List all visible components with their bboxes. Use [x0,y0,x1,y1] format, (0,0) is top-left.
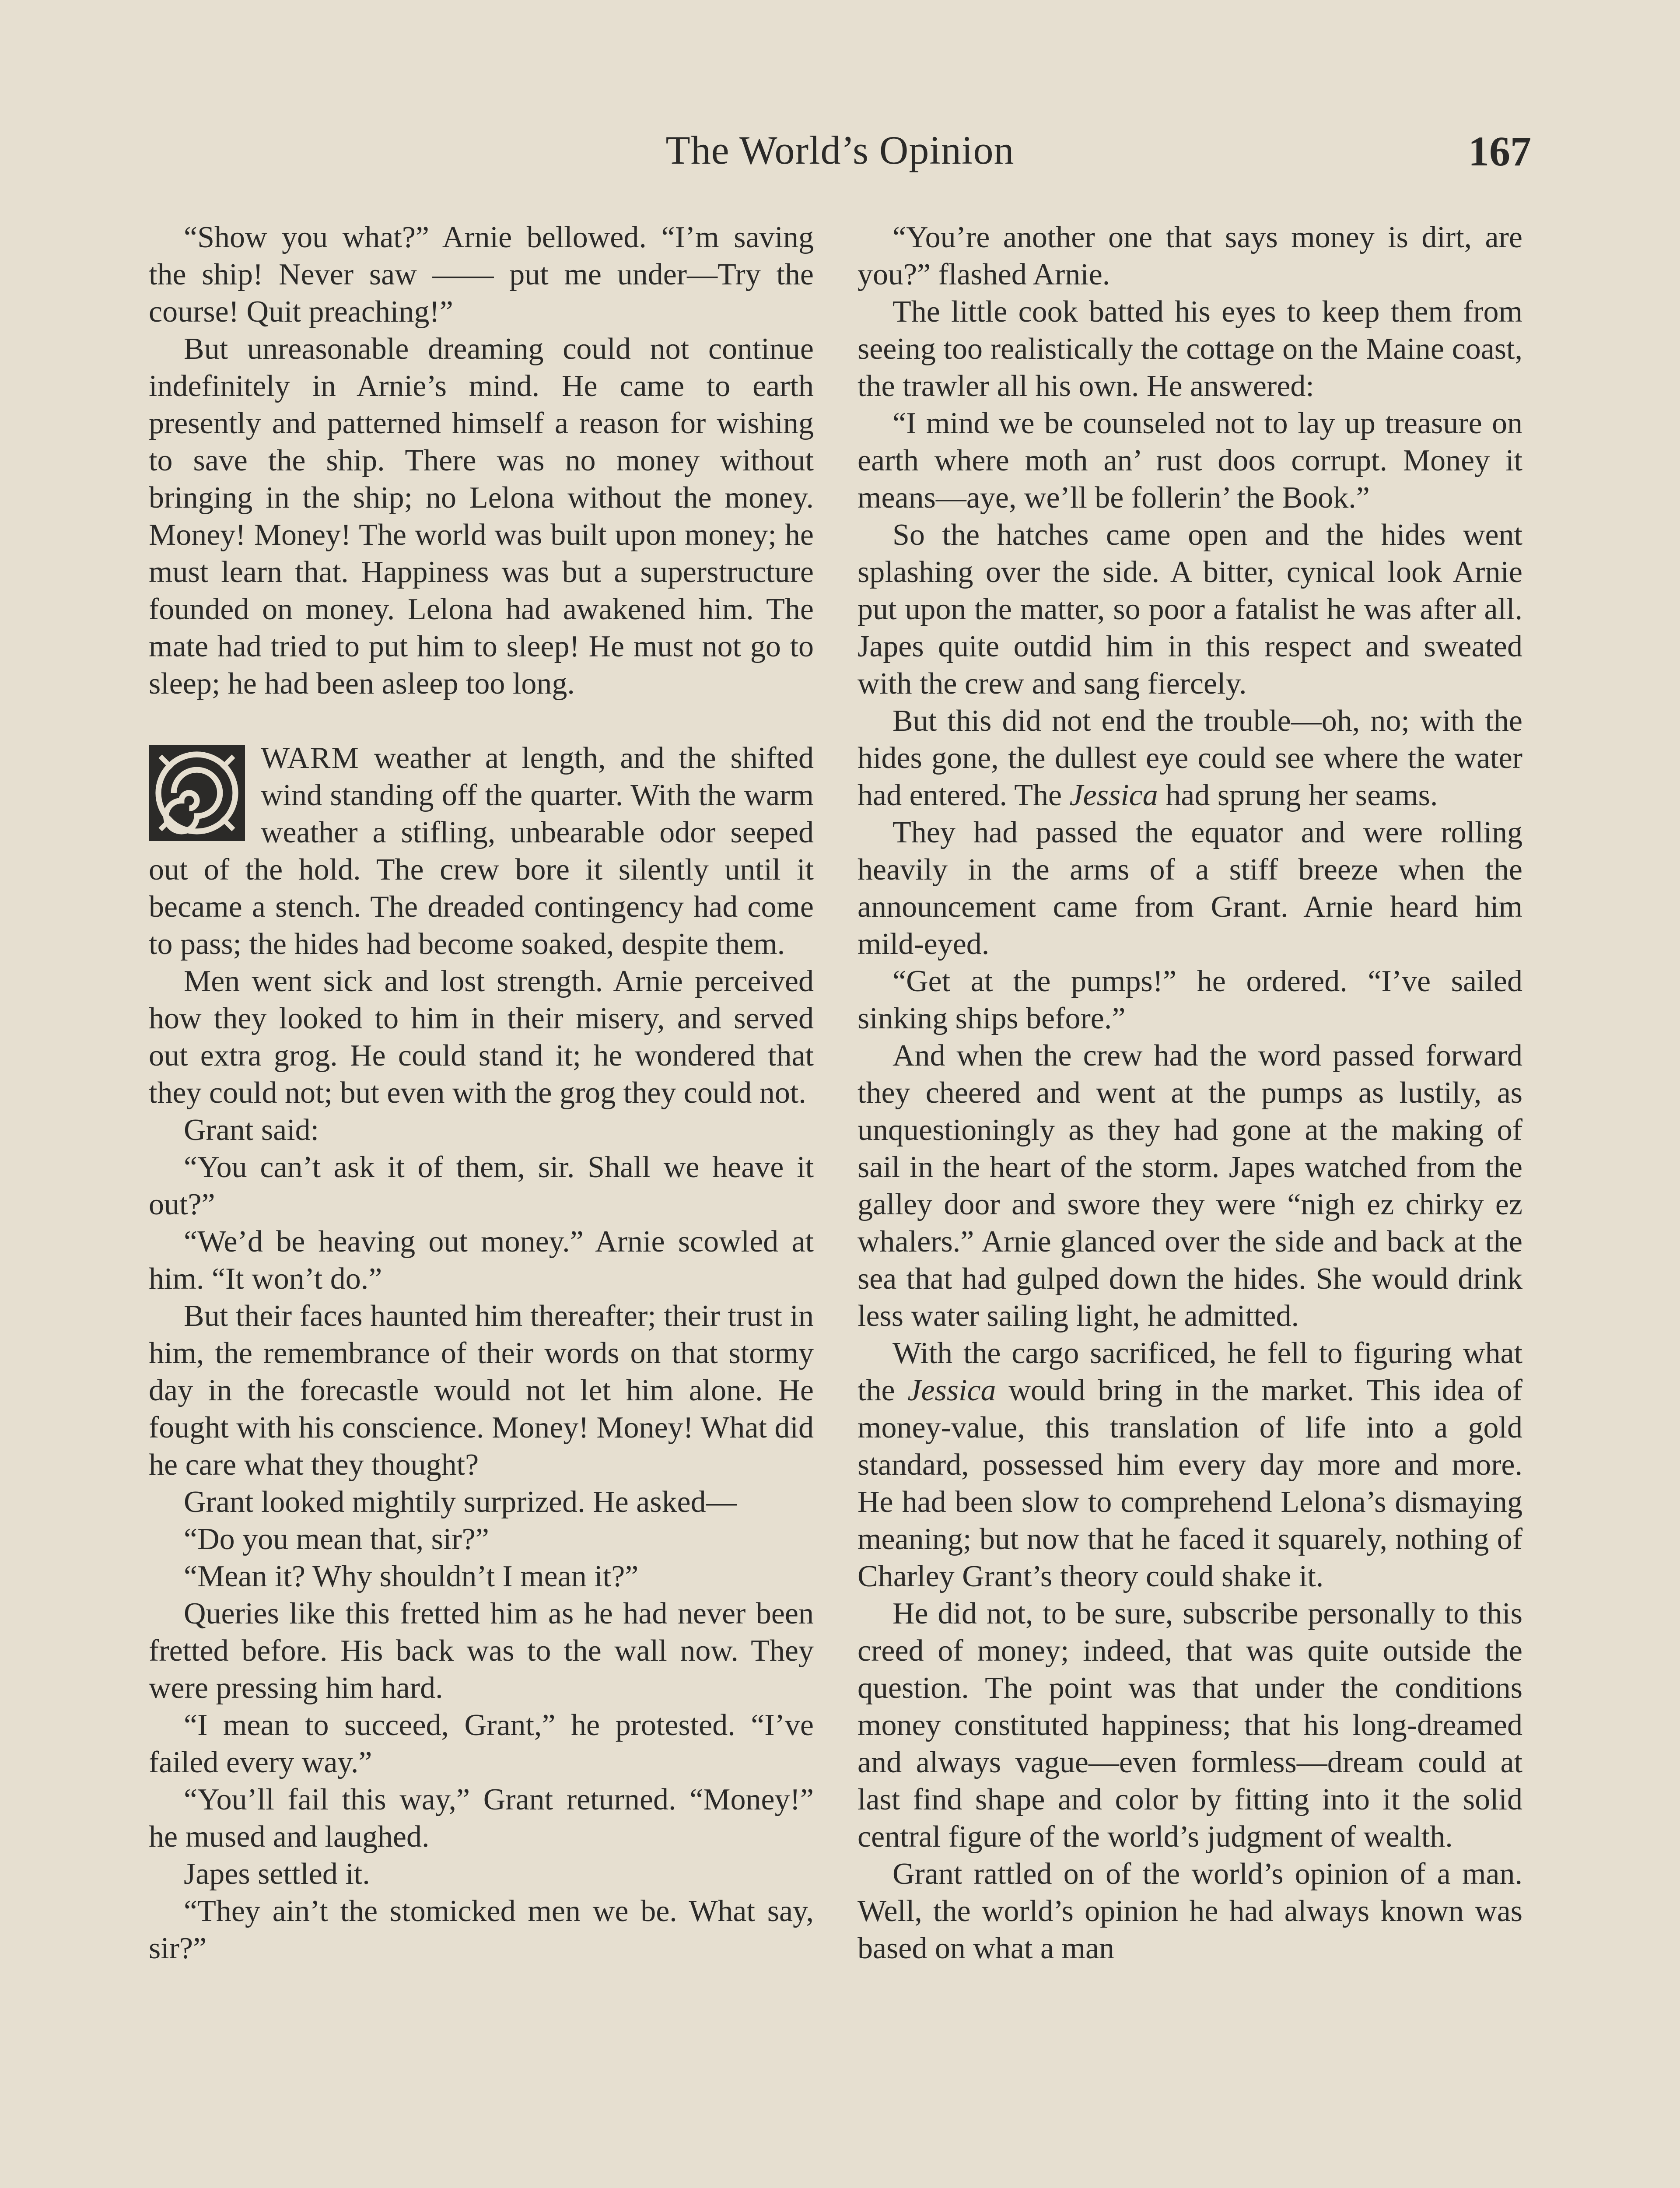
paragraph: “I mind we be counseled not to lay up treasure on earth where moth an’ rust doos corrupt. Money it means—aye, we’ll be follerin’ the Book.” [858,407,1522,515]
paragraph: Japes settled it. [184,1857,370,1891]
running-title: The World’s Opinion [665,128,1015,172]
paragraph: “Show you what?” Arnie bellowed. “I’m saving the ship! Never saw —— put me under—Try the course! Quit preaching!” [149,221,814,329]
paragraph: They had passed the equator and were rolling heavily in the arms of a stiff breeze when the announcement came from Grant. Arnie heard him mild-eyed. [858,816,1522,961]
swirl-ornament-icon [149,745,245,841]
paragraph: “You’re another one that says money is dirt, are you?” flashed Arnie. [858,221,1522,291]
paragraph: But their faces haunted him thereafter; their trust in him, the remembrance of their words on that stormy day in the forecastle would not let him alone. He fought with his conscience. Money! Money! What did he care what they thought? [149,1299,814,1482]
paragraph: He did not, to be sure, subscribe personally to this creed of money; indeed, that was quite outside the question. The point was that under the conditions money constituted happiness; that his long-dreamed and always vague—even formless—dream could at last find shape and color by fitting into it the solid central figure of the world’s judgment of wealth. [858,1597,1522,1854]
paragraph: “You can’t ask it of them, sir. Shall we heave it out?” [149,1150,814,1221]
paragraph: “Get at the pumps!” he ordered. “I’ve sailed sinking ships before.” [858,964,1522,1035]
paragraph: Grant looked mightily surprized. He asked— [184,1485,737,1519]
paragraph-text: weather at length, and the shifted wind standing off the quarter. With the warm weather a stifling, unbearable odor seeped out of the hold. The crew bore it silently until it became a stench. The dreaded contingency had come to pass; the hides had become soaked, despite them. [149,741,814,961]
paragraph: “I mean to succeed, Grant,” he protested. “I’ve failed every way.” [149,1708,814,1779]
paragraph: Men went sick and lost strength. Arnie perceived how they looked to him in their misery, and served out extra grog. He could stand it; he wondered that they could not; but even with the grog they could not. [149,964,814,1110]
paragraph: Queries like this fretted him as he had never been fretted before. His back was to the wall now. They were pressing him hard. [149,1597,814,1705]
section-first-word: WARM [261,741,360,775]
ship-name: Jessica [1069,778,1158,812]
paragraph: The little cook batted his eyes to keep them from seeing too realistically the cottage on the Maine coast, the trawler all his own. He answered: [858,295,1522,403]
paragraph: Grant rattled on of the world’s opinion of a man. Well, the world’s opinion he had always known was based on what a man [858,1857,1522,1965]
paragraph: “They ain’t the stomicked men we be. What say, sir?” [149,1894,814,1965]
paragraph: “You’ll fail this way,” Grant returned. “Money!” he mused and laughed. [149,1783,814,1854]
paragraph [858,702,1522,814]
page-number: 167 [1468,128,1531,175]
ship-name: Jessica [907,1374,996,1407]
left-column [149,219,814,1967]
paragraph: So the hatches came open and the hides went splashing over the side. A bitter, cynical look Arnie put upon the matter, so poor a fatalist he was after all. Japes quite outdid him in this respect and sweated with the crew and sang fiercely. [858,518,1522,701]
paragraph-text: But this did not end the trouble—oh, no; with the hides gone, the dullest eye could see where the water had entered. The [858,704,1522,812]
paragraph: And when the crew had the word passed forward they cheered and went at the pumps as lustily, as unquestioningly as they had gone at the making of sail in the heart of the storm. Japes watched from the galley door and swore they were “nigh ez chirky ez whalers.” Arnie glanced over the side and back at the sea that had gulped down the hides. She would drink less water sailing light, he admitted. [858,1039,1522,1333]
paragraph: “Do you mean that, sir?” [184,1522,489,1556]
paragraph [858,1335,1522,1595]
paragraph-text: had sprung her seams. [1158,778,1438,812]
section-opening-paragraph [149,740,814,963]
right-column [858,219,1522,1967]
paragraph-text: With the cargo sacrificed, he fell to figuring what the [858,1336,1522,1407]
paragraph-text: would bring in the market. This idea of money-value, this translation of life into a gold standard, possessed him every day more and more. He had been slow to comprehend Lelona’s dismaying meaning; but now that he faced it squarely, nothing of Charley Grant’s theory could shake it. [858,1374,1522,1593]
paragraph: But unreasonable dreaming could not continue indefinitely in Arnie’s mind. He came to earth presently and patterned himself a reason for wishing to save the ship. There was no money without bringing in the ship; no Lelona without the money. Money! Money! The world was built upon money; he must learn that. Happiness was but a superstructure founded on money. Lelona had awakened him. The mate had tried to put him to sleep! He must not go to sleep; he had been asleep too long. [149,332,814,701]
paragraph: “Mean it? Why shouldn’t I mean it?” [184,1560,639,1593]
paragraph: Grant said: [184,1113,319,1147]
page-header [149,127,1531,188]
paragraph: “We’d be heaving out money.” Arnie scowled at him. “It won’t do.” [149,1225,814,1296]
